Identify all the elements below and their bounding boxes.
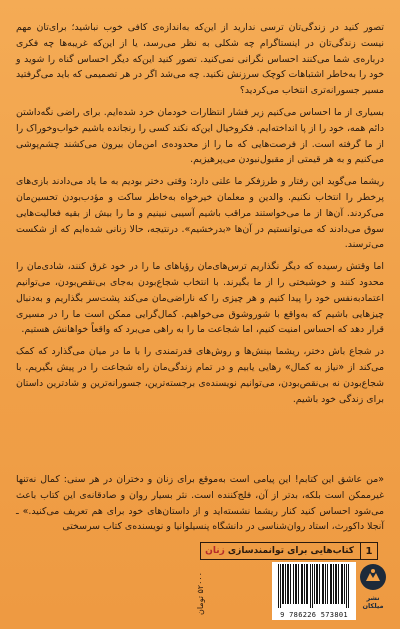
blurb-paragraph: تصور کنید در زندگی‌تان ترسی ندارید از این‌که به‌اندازه‌ی کافی خوب نباشید؛ برای‌تان مهم نیست زندگی‌تان در اینستاگرام چه شکلی به نظر می‌رسد، یا از این‌که غریبه‌ها چه فکری درباره‌ی شما می‌کنند احساس نگرانی نمی‌کنید. تصور کنید این‌که دیگر احساس گناه را شوید و خود را به‌خاطر اشتباهات کوچک سرزنش نکنید. چه می‌شد اگر در هر تصمیمی که باید می‌گرفتید مسیر جسورانه‌تری انتخاب می‌کردید؟ <box>16 22 384 97</box>
series-title <box>205 546 360 556</box>
publisher-name: نشر میلکان <box>362 594 384 610</box>
series-title-accent: زنان <box>205 546 225 556</box>
blurb-paragraph: در شجاع باش دختر، ریشما بینش‌ها و روش‌های قدرتمندی را با ما در میان می‌گذارد که کمک می‌کند از «نیاز به کمال» رهایی یابیم و در تمام زندگی‌مان راه شجاعت را در پیش بگیریم. با شجاع‌بودن نه بی‌نقص‌بودن، می‌توانیم نویسنده‌ی برجسته‌ترین، جسورانه‌ترین و شادترین داستان برای زندگی خود باشیم. <box>16 346 384 405</box>
series-label <box>200 542 378 560</box>
publisher-mark-icon <box>360 564 386 590</box>
blurb-text <box>16 20 384 413</box>
series-title-prefix: کتاب‌هایی برای توانمندسازی <box>227 546 354 556</box>
endorsement-quote: «من عاشق این کتابم! این پیامی است به‌موقع برای زنان و دختران در هر سنی: کمال نه‌تنها غیرممکن است بلکه، بدتر از آن، فلج‌کننده است. نثر بسیار روان و صادقانه‌ی این کتاب باعث می‌شود احساس کنید کنار ریشما نشسته‌اید و از داستان‌های خود برای هم تعریف می‌کنید.» ـ آنجلا داکورث، استاد روان‌شناسی در دانشگاه پنسیلوانیا و نویسنده‌ی کتاب سرسختی <box>16 474 384 533</box>
blurb-paragraph: اما وقتش رسیده که دیگر نگذاریم ترس‌های‌مان رؤیاهای ما را در خود غرق کنند، شادی‌مان را محدود کنند و خوشبختی را از ما بگیرند. با انتخاب شجاع‌بودن به‌جای بی‌نقص‌بودن، می‌توانیم اعتماد‌به‌نفس خود را پیدا کنیم و هر چیزی را که ناراضی‌مان می‌کند پشت‌سر بگذاریم و به‌دنبال چیزهایی باشیم که به‌واقع با شور‌و‌شوق می‌خواهیم. کمال‌گرایی ممکن است ما را در مسیری قرار دهد که احساس امنیت کنیم، اما شجاعت ما را به راهی می‌برد که واقعاً خواهانش هستیم. <box>16 261 384 336</box>
isbn-number: 9 786226 573801 <box>280 611 348 619</box>
blurb-paragraph: بسیاری از ما احساس می‌کنیم زیر فشار انتظارات خودمان خرد شده‌ایم. برای راضی نگه‌داشتن دائم همه، خود را از پا انداخته‌ایم. فکرو‌خیال این‌که نکند کسی را رنجانده باشیم خواب‌وخوراک را از ما گرفته است. از فرصت‌هایی که ما را از محدوده‌ی امن‌مان بیرون می‌کشند چشم‌پوشی می‌کنیم و به هر قیمتی از مقبول‌نبودن می‌پرهیزیم. <box>16 106 384 166</box>
price-label: ۵۲۰۰۰ تومان <box>196 572 205 616</box>
series-number: 1 <box>360 543 377 559</box>
barcode-bars <box>276 564 352 608</box>
blurb-paragraph: ریشما می‌گوید این رفتار و طرزفکر ما علتی دارد: وقتی دختر بودیم به ما یاد می‌دادند بازی‌های پرخطر را انتخاب نکنیم. والدین و معلمان خیرخواه به‌خاطر ساکت و مؤدب‌بودن تحسین‌مان می‌کردند. آن‌ها از ما می‌خواستند مراقب باشیم آسیبی نبینیم و ما را بیش از بقیه فعالیت‌هایی سوق می‌دادند که می‌توانستیم در آن‌ها «بدرخشیم». درنتیجه، حالا زنانی شده‌ایم که از شکست می‌ترسند. <box>16 176 384 251</box>
publisher-logo <box>358 564 388 618</box>
barcode <box>272 562 356 620</box>
